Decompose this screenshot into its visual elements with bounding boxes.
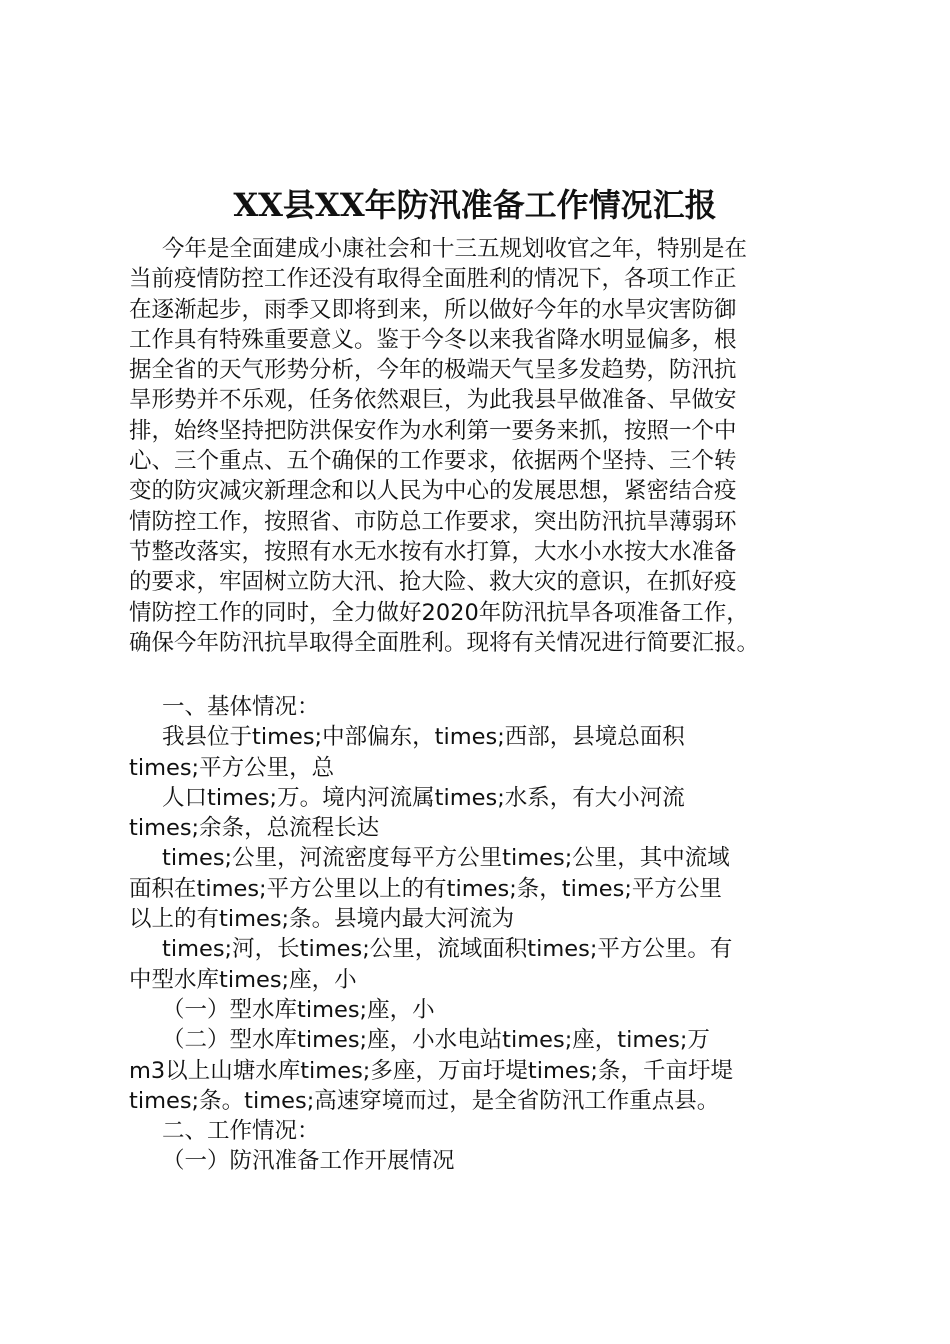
- text-line: times;余条，总流程长达: [129, 815, 380, 842]
- text-line: 排，始终坚持把防洪保安作为水利第一要务来抓，按照一个中: [129, 417, 737, 444]
- text-line: 今年是全面建成小康社会和十三五规划收官之年，特别是在: [162, 236, 748, 262]
- text-line: 我县位于times;中部偏东，times;西部，县境总面积: [162, 724, 685, 751]
- text-line: times;条。times;高速穿境而过，是全省防汛工作重点县。: [129, 1087, 720, 1114]
- text-line: 在逐渐起步，雨季又即将到来，所以做好今年的水旱灾害防御: [129, 296, 737, 323]
- text-line: （一）型水库times;座，小: [162, 996, 435, 1023]
- text-line: 工作具有特殊重要意义。鉴于今冬以来我省降水明显偏多，根: [129, 326, 737, 353]
- text-line: 面积在times;平方公里以上的有times;条，times;平方公里: [129, 875, 722, 902]
- section-heading-work: 二、工作情况：: [162, 1118, 320, 1145]
- text-line: 心、三个重点、五个确保的工作要求，依据两个坚持、三个转: [129, 448, 737, 475]
- document-title: XX县XX年防汛准备工作情况汇报: [233, 186, 717, 224]
- text-line: 情防控工作，按照省、市防总工作要求，突出防汛抗旱薄弱环: [129, 508, 737, 535]
- text-line: 人口times;万。境内河流属times;水系，有大小河流: [162, 784, 685, 811]
- text-line: 变的防灾减灾新理念和以人民为中心的发展思想，紧密结合疫: [129, 478, 737, 505]
- text-line: times;平方公里，总: [129, 754, 335, 781]
- basic-paragraph-6: [129, 1025, 834, 1116]
- basic-paragraph-5: [129, 995, 834, 1025]
- text-line: 中型水库times;座，小: [129, 966, 357, 993]
- text-line: 以上的有times;条。县境内最大河流为: [129, 906, 515, 933]
- text-line: 旱形势并不乐观，任务依然艰巨，为此我县早做准备、早做安: [129, 387, 737, 414]
- text-line: times;公里，河流密度每平方公里times;公里，其中流域: [162, 845, 730, 872]
- text-line: 节整改落实，按照有水无水按有水打算，大水小水按大水准备: [129, 538, 737, 565]
- subsection-heading-preparation: （一）防汛准备工作开展情况: [162, 1148, 455, 1175]
- intro-paragraph: [129, 234, 834, 658]
- text-line: 情防控工作的同时，全力做好2020年防汛抗旱各项准备工作，: [129, 599, 749, 626]
- basic-paragraph-3: [129, 843, 834, 934]
- basic-paragraph-2: [129, 783, 834, 844]
- section-heading-basic: 一、基体情况：: [162, 694, 320, 720]
- text-line: 的要求，牢固树立防大汛、抢大险、救大灾的意识，在抓好疫: [129, 569, 737, 596]
- text-line: times;河，长times;公里，流域面积times;平方公里。有: [162, 936, 733, 963]
- text-line: （二）型水库times;座，小水电站times;座，times;万: [162, 1027, 710, 1054]
- intro-text: [129, 234, 834, 658]
- basic-paragraph-4: [129, 934, 834, 995]
- text-line: m3以上山塘水库times;多座，万亩圩堤times;条，千亩圩堤: [129, 1057, 734, 1084]
- text-line: 据全省的天气形势分析，今年的极端天气呈多发趋势，防汛抗: [129, 357, 737, 384]
- sections-block: [129, 692, 834, 1177]
- basic-paragraph-1: [129, 722, 834, 783]
- text-line: 当前疫情防控工作还没有取得全面胜利的情况下，各项工作正: [129, 266, 737, 293]
- text-line: 确保今年防汛抗旱取得全面胜利。现将有关情况进行简要汇报。: [129, 629, 760, 656]
